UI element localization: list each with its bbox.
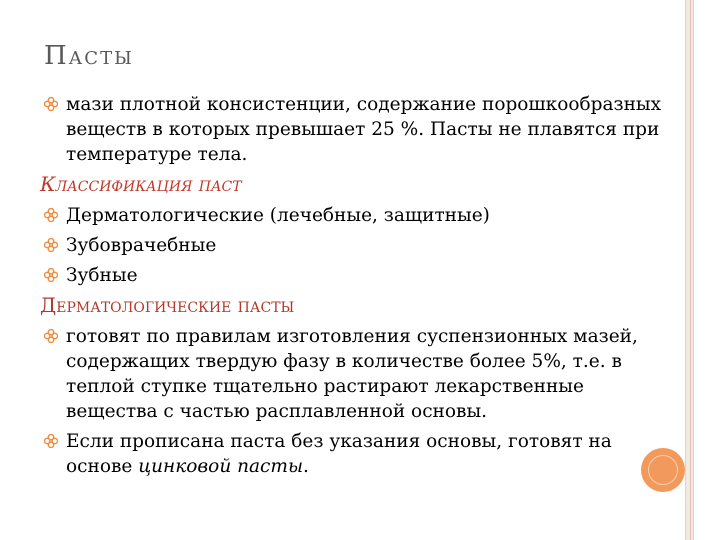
- bullet-text: Зубоврачебные: [66, 235, 217, 256]
- flower-bullet-icon: [44, 97, 58, 111]
- dermatological-heading: Дерматологические пасты: [40, 293, 295, 317]
- bullet-item: [44, 203, 664, 228]
- bullet-text: Дерматологические (лечебные, защитные): [66, 205, 490, 226]
- bullet-text: Если прописана паста без указания основы, готовят на основе: [66, 431, 612, 477]
- bullet-text: Зубные: [66, 265, 138, 286]
- flower-bullet-icon: [44, 208, 58, 222]
- decorative-frame-line: [690, 0, 691, 540]
- bullet-end: .: [303, 456, 309, 477]
- bullet-text: мази плотной консистенции, содержание порошкообразных веществ в которых превышает 25 %. Пасты не плавятся при температуре тела.: [66, 94, 662, 165]
- classification-heading: Классификация паст: [40, 172, 242, 196]
- italic-term: цинковой пасты: [138, 456, 304, 477]
- flower-bullet-icon: [44, 238, 58, 252]
- flower-bullet-icon: [44, 268, 58, 282]
- bullet-item: [44, 263, 664, 288]
- bullet-item: [44, 324, 664, 424]
- bullet-item: [44, 233, 664, 258]
- bullet-text: готовят по правилам изготовления суспензионных мазей, содержащих твердую фазу в количестве более 5%, т.е. в теплой ступке тщательно растирают лекарственные вещества с частью расплавленной основы.: [66, 326, 638, 422]
- slide-content: [40, 92, 664, 484]
- flower-bullet-icon: [44, 434, 58, 448]
- slide-title: Пасты: [44, 41, 134, 71]
- flower-bullet-icon: [44, 329, 58, 343]
- bullet-item: [44, 92, 664, 167]
- bullet-item: [44, 429, 664, 479]
